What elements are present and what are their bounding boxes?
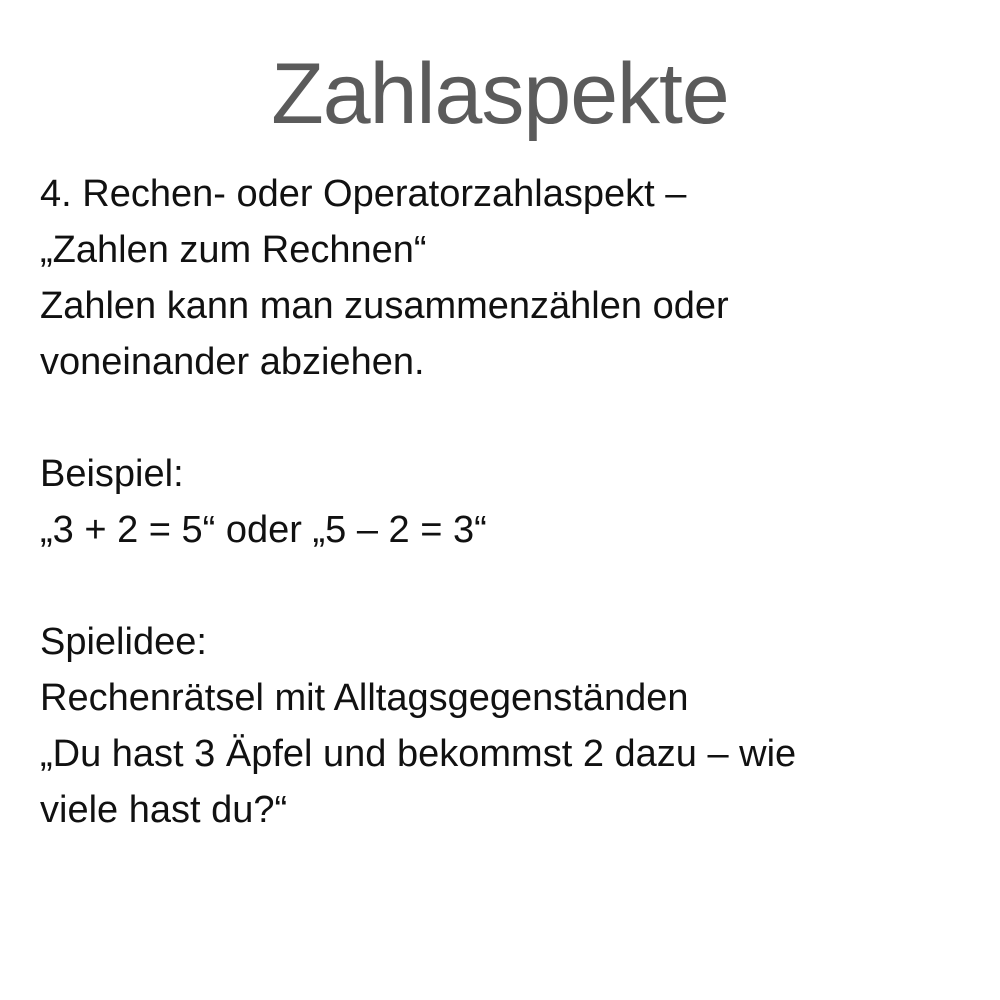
game-idea-line-2: „Du hast 3 Äpfel und bekommst 2 dazu – wie [40, 733, 797, 775]
example-label: Beispiel: [40, 453, 184, 495]
page-title: Zahlaspekte [271, 46, 729, 142]
section-heading-line-1: 4. Rechen- oder Operatorzahlaspekt – [40, 173, 687, 215]
game-idea-line-1: Rechenrätsel mit Alltagsgegenständen [40, 677, 689, 719]
game-idea-label: Spielidee: [40, 621, 207, 663]
description-line-1: Zahlen kann man zusammenzählen oder [40, 285, 729, 327]
section-heading-line-2: „Zahlen zum Rechnen“ [40, 229, 427, 271]
example-text: „3 + 2 = 5“ oder „5 – 2 = 3“ [40, 509, 487, 551]
description-line-2: voneinander abziehen. [40, 341, 425, 383]
game-idea-line-3: viele hast du?“ [40, 789, 288, 831]
